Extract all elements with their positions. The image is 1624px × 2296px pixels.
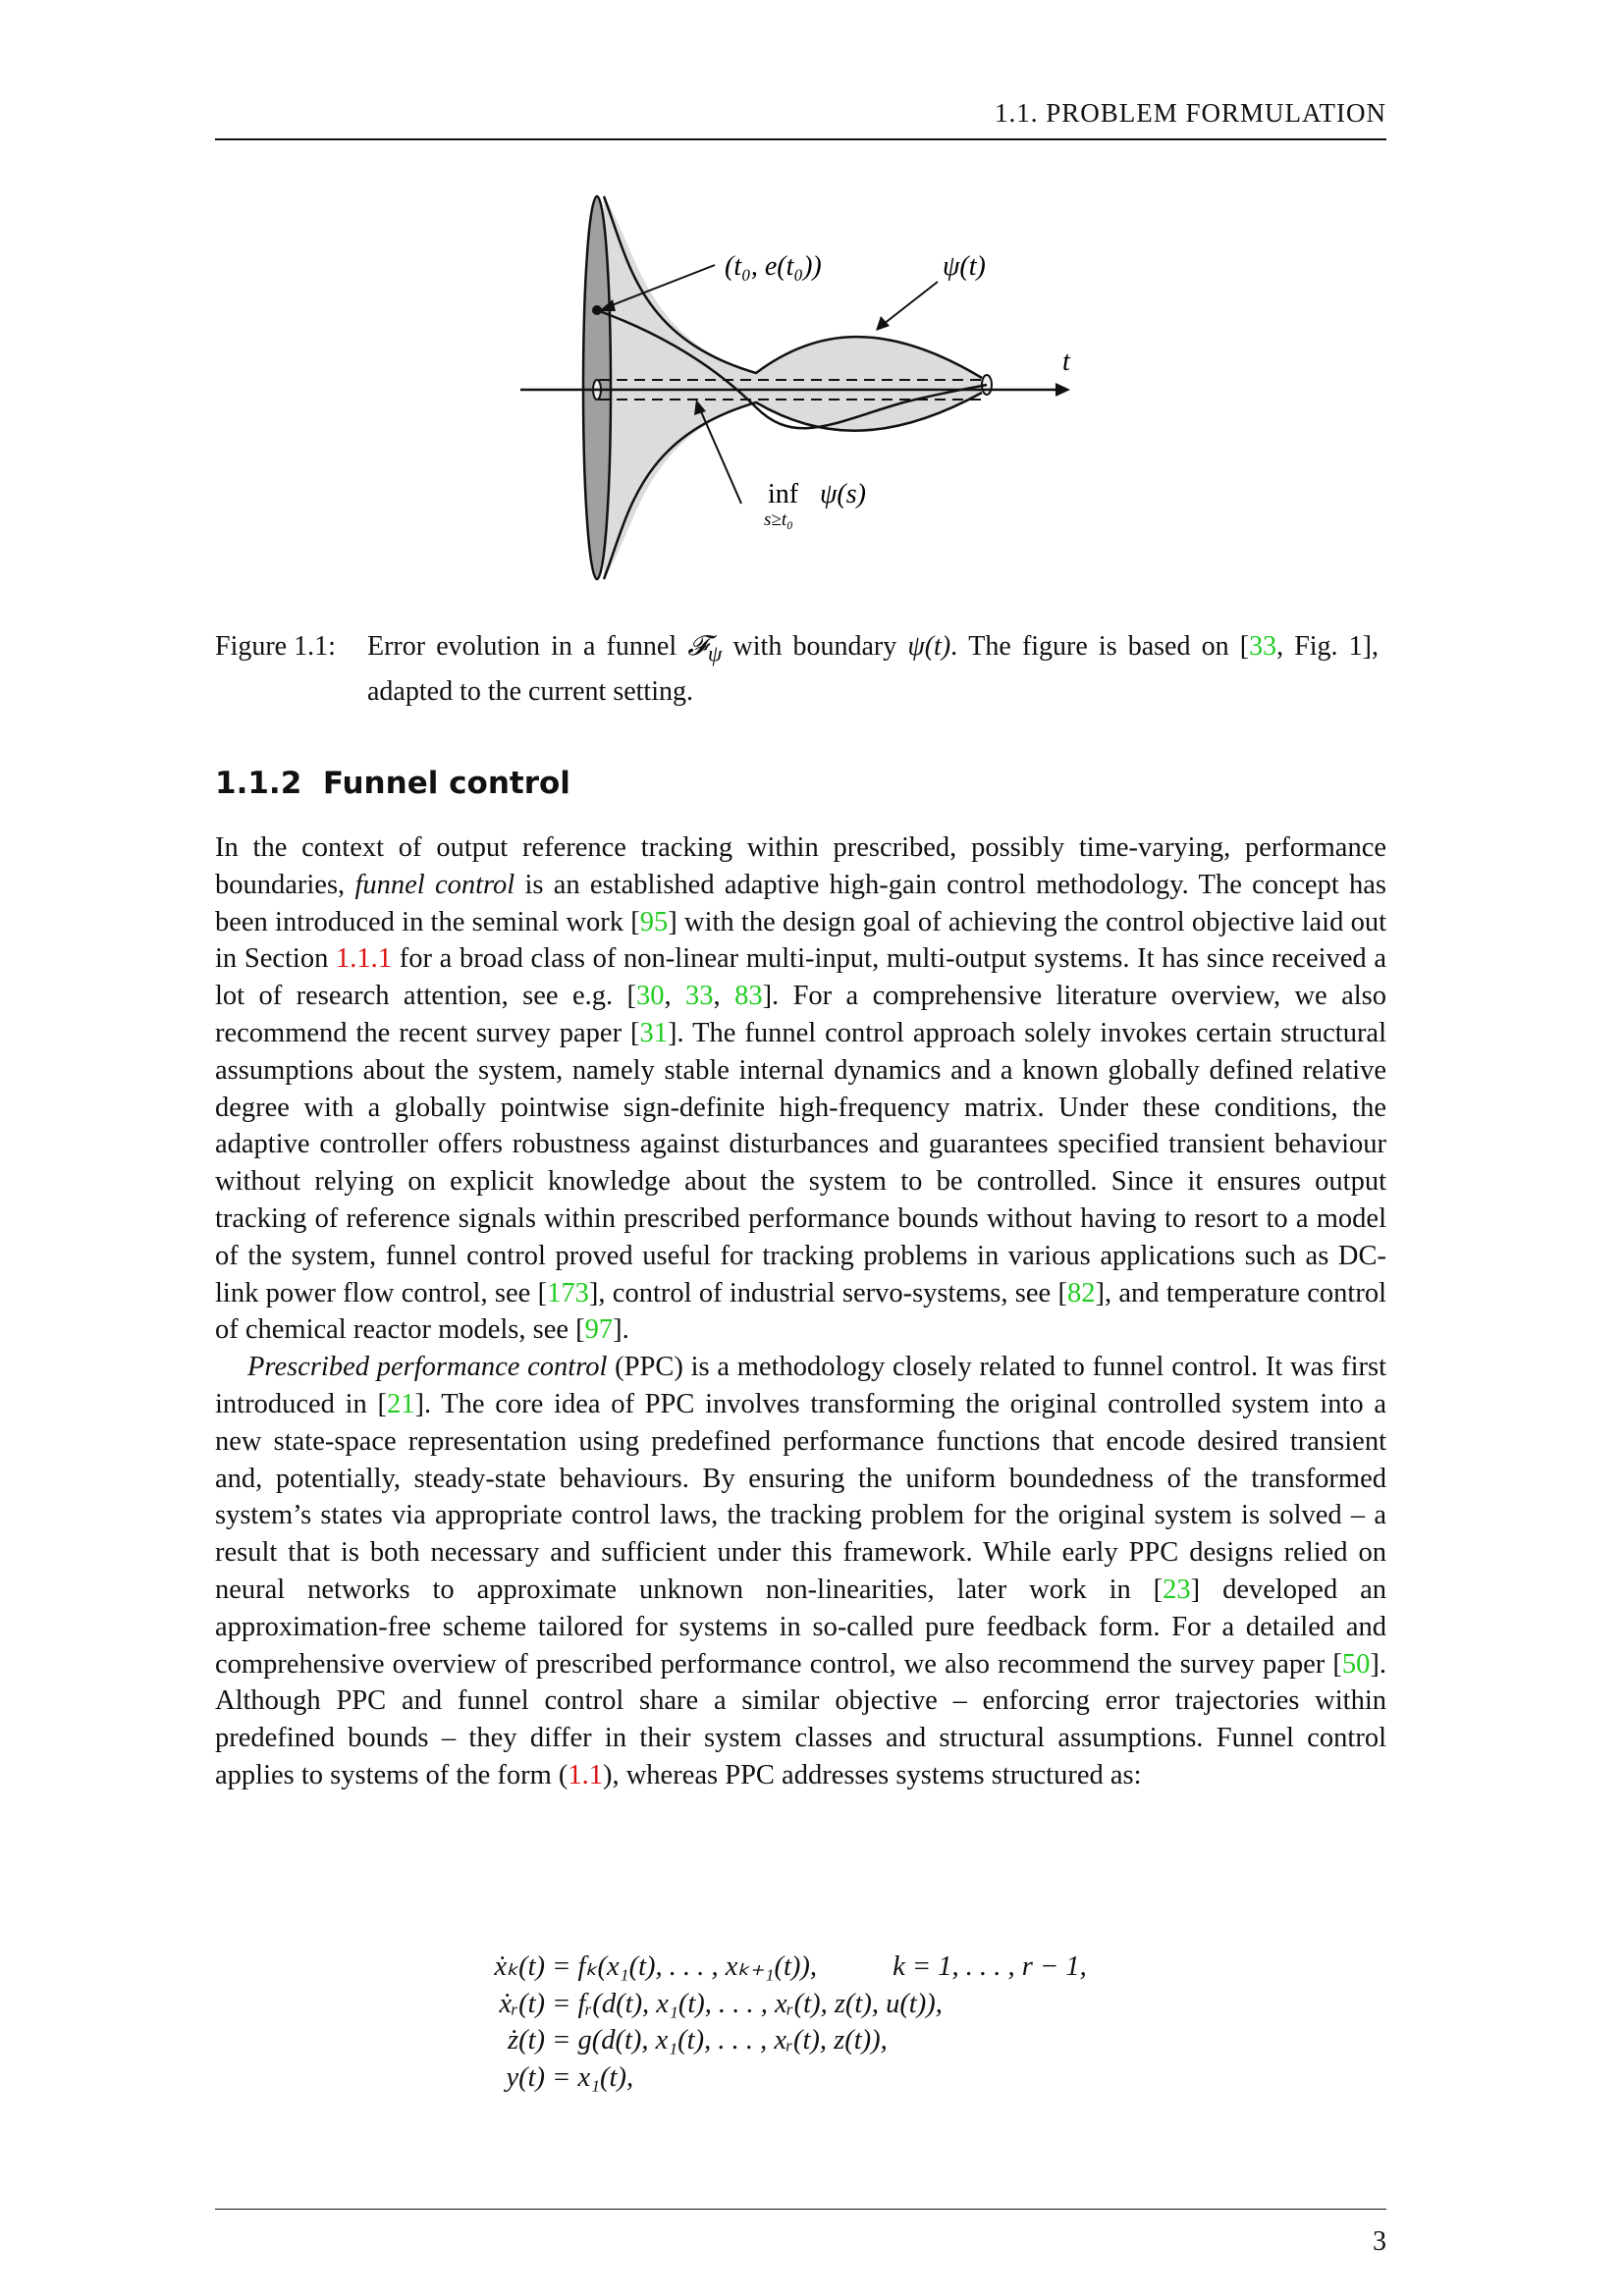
equation-row: [452, 1949, 1335, 1986]
figure-caption: [215, 628, 1386, 711]
p1-text-2: is an established adaptive high-gain control methodology. The concept has been introduced in the seminal work [: [215, 869, 1386, 937]
caption-label: Figure 1.1:: [215, 631, 336, 662]
caption-math-funnel: 𝓕: [687, 631, 708, 662]
caption-text-1: Error evolution in a funnel: [367, 631, 688, 662]
equation-rhs: = fᵣ(d(t), x₁(t), . . . , xᵣ(t), z(t), u(t)),: [552, 1988, 943, 2019]
running-header-title: 1.1. PROBLEM FORMULATION: [994, 98, 1386, 128]
running-header: [215, 98, 1386, 140]
equation-lhs: ẋₖ(t): [494, 1951, 545, 1982]
equation-rhs: = fₖ(x₁(t), . . . , xₖ₊₁(t)),: [552, 1951, 817, 1982]
caption-text-3: . The figure is based on [: [950, 631, 1250, 662]
p2-text-4: ]. Although PPC and funnel control share a similar objective – enforcing error trajectories within predefined bounds – they differ in their system classes and structural assumptions. Funnel control applies to systems of the form (: [215, 1648, 1386, 1790]
equation-reference-link[interactable]: 1.1: [568, 1759, 603, 1790]
p2-text-5: ), whereas PPC addresses systems structured as:: [602, 1759, 1142, 1790]
p1-sep-2: ,: [713, 981, 735, 1012]
equation-row: [452, 1986, 1335, 2023]
label-inf-subscript: s≥t₀: [764, 509, 793, 530]
equation-lhs: ẋᵣ(t): [499, 1988, 545, 2019]
p1-text-9: ].: [613, 1314, 629, 1346]
arrow-boundary-head: [876, 316, 890, 331]
equation-lhs: ż(t): [508, 2025, 545, 2056]
p1-text-7: ], control of industrial servo-systems, see [: [588, 1277, 1067, 1308]
footer-rule: [215, 2209, 1386, 2210]
caption-text-2: with boundary: [722, 631, 908, 662]
citation-link[interactable]: 23: [1163, 1574, 1191, 1605]
citation-link[interactable]: 33: [685, 981, 714, 1012]
p1-text-4: for a broad class of non-linear multi-input, multi-output systems. It has since received a lot of research attention, see e.g. [: [215, 943, 1387, 1012]
label-inf: inf: [768, 479, 799, 509]
page-number: 3: [1373, 2226, 1386, 2257]
arrow-boundary: [884, 282, 938, 324]
label-time-axis: t: [1062, 347, 1070, 377]
p1-text-1: In the context of output reference tracking within prescribed, possibly time-varying, performance boundaries,: [215, 832, 1386, 900]
funnel-figure: [491, 182, 1119, 594]
citation-link[interactable]: 95: [639, 906, 669, 937]
citation-link[interactable]: 31: [639, 1017, 669, 1048]
citation-link[interactable]: 33: [1249, 631, 1277, 662]
paragraph-ppc: [215, 1349, 1386, 1794]
equation-rhs: = g(d(t), x₁(t), . . . , xᵣ(t), z(t)),: [552, 2025, 888, 2056]
p1-text-6: ]. The funnel control approach solely invokes certain structural assumptions about the system, namely stable internal dynamics and a known globally defined relative degree with a globally pointwise sign-definite high-frequency matrix. Under these conditions, the adaptive controller offers robustness against disturbances and guarantees specified transient behaviour without relying on explicit knowledge about the system to be controlled. Since it ensures output tracking of reference signals within prescribed performance bounds without having to resort to a model of the system, funnel control proved useful for tracking problems in various applications such as DC-link power flow control, see [: [215, 1017, 1386, 1308]
p2-text-2: ]. The core idea of PPC involves transforming the original controlled system into a new state-space representation using predefined performance functions that encode desired transient and, potentially, steady-state behaviours. By ensuring the uniform boundedness of the transformed system’s states via appropriate control laws, the tracking problem for the original system is solved – a result that is both necessary and sufficient under this framework. While early PPC designs relied on neural networks to approximate unknown non-linearities, later work in [: [215, 1388, 1386, 1605]
section-title: Funnel control: [322, 766, 570, 801]
section-number: 1.1.2: [215, 766, 302, 801]
caption-text-4: , Fig. 1], adapted to the current setting.: [367, 631, 1379, 707]
citation-link[interactable]: 97: [584, 1314, 614, 1346]
equation-row: [452, 2022, 1335, 2059]
p2-text-3: ] developed an approximation-free scheme tailored for systems in so-called pure feedback form. For a detailed and comprehensive overview of prescribed performance control, we also recommend the survey paper [: [215, 1574, 1386, 1680]
paragraph-funnel-control: [215, 829, 1386, 1349]
p1-text-8: ], and temperature control of chemical reactor models, see [: [215, 1277, 1386, 1346]
p1-text-5: ]. For a comprehensive literature overview, we also recommend the recent survey paper [: [215, 981, 1387, 1048]
p1-sep-1: ,: [664, 981, 686, 1012]
caption-text: [367, 628, 1379, 711]
equation-rhs: = x₁(t),: [552, 2061, 634, 2093]
citation-link[interactable]: 82: [1066, 1277, 1096, 1308]
citation-link[interactable]: 21: [386, 1388, 415, 1419]
citation-link[interactable]: 30: [636, 981, 665, 1012]
caption-math-boundary: ψ(t): [907, 631, 951, 662]
caption-math-funnel-sub: ψ: [707, 641, 723, 667]
equation-row: [452, 2059, 1335, 2097]
body-text: [215, 829, 1386, 1794]
equation-system: [452, 1949, 1335, 2096]
p1-text-3: ] with the design goal of achieving the control objective laid out in Section: [215, 906, 1386, 975]
arrow-inf: [700, 409, 741, 504]
citation-link[interactable]: 173: [547, 1277, 589, 1308]
label-inf-argument: ψ(s): [820, 479, 866, 509]
equation-condition: k = 1, . . . , r − 1,: [893, 1951, 1087, 1982]
p2-text-1: (PPC) is a methodology closely related to funnel control. It was first introduced in [: [215, 1352, 1386, 1419]
time-axis-arrowhead: [1056, 383, 1070, 397]
p2-emphasis: Prescribed performance control: [247, 1352, 608, 1383]
citation-link[interactable]: 50: [1341, 1648, 1371, 1680]
section-heading: [215, 766, 570, 801]
citation-link[interactable]: 83: [734, 981, 763, 1012]
label-boundary: ψ(t): [943, 251, 986, 282]
equation-lhs: y(t): [506, 2061, 545, 2093]
section-reference-link[interactable]: 1.1.1: [336, 943, 393, 975]
label-initial-point: (t₀, e(t₀)): [725, 251, 822, 282]
p1-emphasis: funnel control: [354, 869, 515, 900]
